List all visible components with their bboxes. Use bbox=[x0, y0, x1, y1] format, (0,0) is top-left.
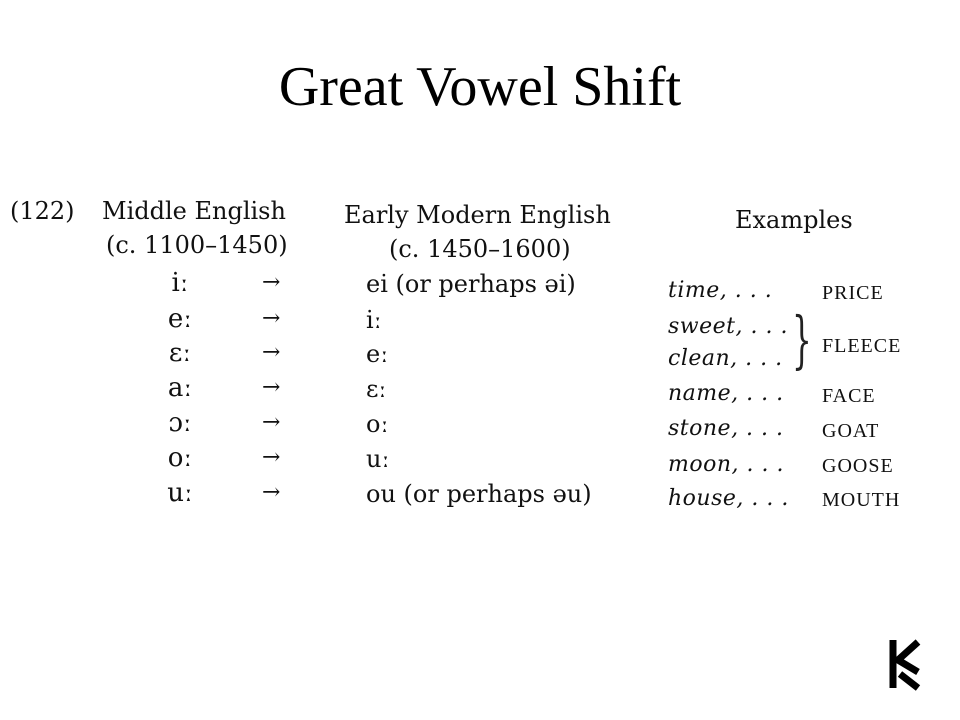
arrow-icon: → bbox=[262, 270, 281, 295]
example-word: clean, . . . bbox=[668, 346, 783, 371]
example-number: (122) bbox=[10, 197, 75, 225]
middle-english-vowel: oː bbox=[167, 443, 193, 473]
lexical-set-keyword: GOAT bbox=[822, 420, 880, 442]
middle-english-vowel: aː bbox=[167, 373, 193, 403]
lexical-set-keyword: MOUTH bbox=[822, 489, 901, 511]
early-modern-english-header: Early Modern English bbox=[344, 201, 611, 229]
middle-english-period: (c. 1100–1450) bbox=[106, 231, 288, 259]
example-word: house, . . . bbox=[668, 486, 789, 511]
middle-english-header: Middle English bbox=[102, 197, 286, 225]
example-word: sweet, . . . bbox=[668, 314, 788, 339]
early-modern-vowel: ɛː bbox=[366, 375, 387, 403]
lexical-set-keyword: PRICE bbox=[822, 282, 884, 304]
early-modern-vowel: oː bbox=[366, 410, 389, 438]
lexical-set-keyword: GOOSE bbox=[822, 455, 894, 477]
arrow-icon: → bbox=[262, 375, 281, 400]
example-word: time, . . . bbox=[668, 278, 773, 303]
example-word: stone, . . . bbox=[668, 416, 784, 441]
arrow-icon: → bbox=[262, 340, 281, 365]
publisher-logo-icon bbox=[888, 636, 924, 696]
middle-english-vowel: iː bbox=[171, 268, 189, 298]
brace-icon: } bbox=[792, 303, 812, 376]
arrow-icon: → bbox=[262, 410, 281, 435]
early-modern-vowel: uː bbox=[366, 445, 390, 473]
early-modern-vowel: ou (or perhaps əu) bbox=[366, 480, 592, 508]
early-modern-vowel: eː bbox=[366, 340, 389, 368]
arrow-icon: → bbox=[262, 445, 281, 470]
lexical-set-keyword: FLEECE bbox=[822, 335, 902, 357]
early-modern-vowel: ei (or perhaps əi) bbox=[366, 270, 576, 298]
lexical-set-keyword: FACE bbox=[822, 385, 876, 407]
page-title: Great Vowel Shift bbox=[278, 56, 682, 118]
early-modern-vowel: iː bbox=[366, 306, 382, 334]
middle-english-vowel: eː bbox=[167, 304, 193, 334]
middle-english-vowel: uː bbox=[167, 478, 193, 508]
early-modern-english-period: (c. 1450–1600) bbox=[389, 235, 571, 263]
example-word: name, . . . bbox=[668, 381, 784, 406]
example-word: moon, . . . bbox=[668, 452, 784, 477]
middle-english-vowel: ɔː bbox=[168, 408, 192, 438]
arrow-icon: → bbox=[262, 480, 281, 505]
examples-header: Examples bbox=[735, 206, 853, 234]
middle-english-vowel: ɛː bbox=[168, 338, 192, 368]
arrow-icon: → bbox=[262, 306, 281, 331]
